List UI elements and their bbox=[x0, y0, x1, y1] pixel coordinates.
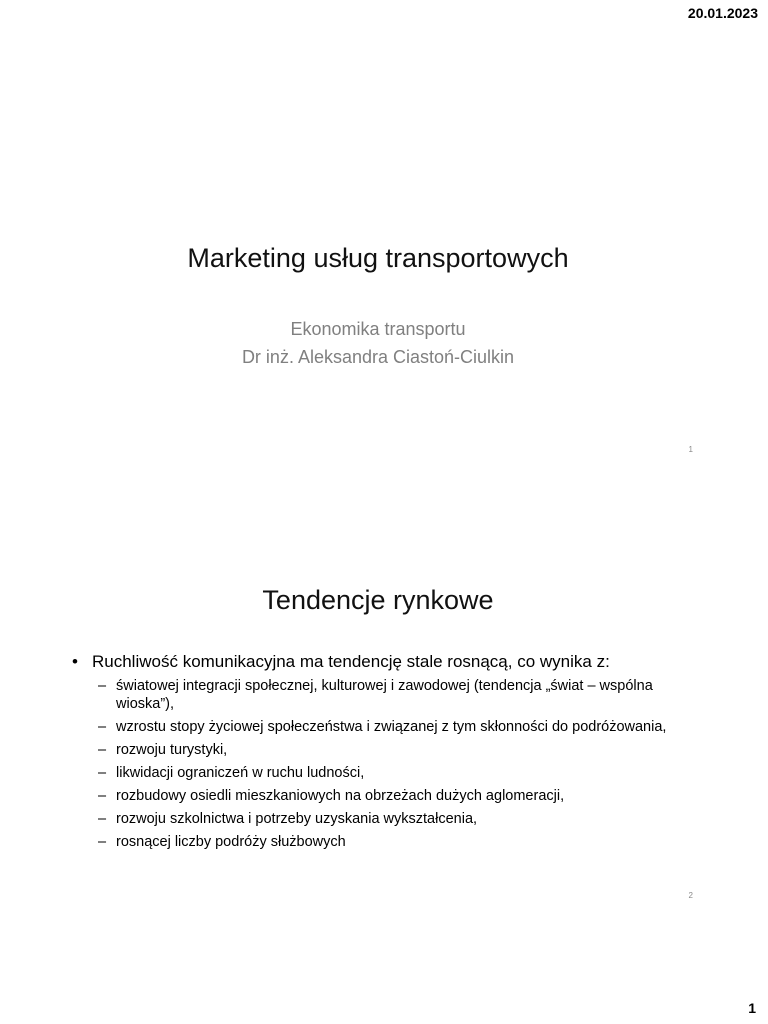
sub-bullet-item: – rozwoju turystyki, bbox=[98, 741, 688, 759]
slide-1-subtitle-author: Dr inż. Aleksandra Ciastoń-Ciulkin bbox=[241, 347, 515, 367]
main-bullet: • Ruchliwość komunikacyjna ma tendencję stale rosnącą, co wynika z: bbox=[70, 651, 688, 673]
sub-bullet-item: – wzrostu stopy życiowej społeczeństwa i związanej z tym skłonności do podróżowania, bbox=[98, 718, 688, 736]
sub-bullet-item: – rozwoju szkolnictwa i potrzeby uzyskania wykształcenia, bbox=[98, 810, 688, 828]
sub-bullet-list bbox=[70, 677, 688, 851]
slide-2-number: 2 bbox=[688, 891, 693, 900]
slide-1-number: 1 bbox=[688, 445, 693, 454]
sub-bullet-item: – likwidacji ograniczeń w ruchu ludności, bbox=[98, 764, 688, 782]
sub-bullet-item: – światowej integracji społecznej, kulturowej i zawodowej (tendencja „świat – wspólna wioska”), bbox=[98, 677, 688, 713]
sub-bullet-item: – rosnącej liczby podróży służbowych bbox=[98, 833, 688, 851]
document-date: 20.01.2023 bbox=[687, 5, 758, 21]
page-number: 1 bbox=[748, 1000, 756, 1016]
slide-1-title: Marketing usług transportowych bbox=[187, 243, 569, 273]
slide-2-bullet-list bbox=[70, 651, 688, 856]
slide-1 bbox=[58, 225, 698, 465]
slide-1-subtitle-course: Ekonomika transportu bbox=[290, 319, 466, 339]
slide-2-title: Tendencje rynkowe bbox=[262, 585, 494, 615]
sub-bullet-item: – rozbudowy osiedli mieszkaniowych na obrzeżach dużych aglomeracji, bbox=[98, 787, 688, 805]
slide-1-subtitles bbox=[58, 315, 698, 371]
slide-2 bbox=[58, 575, 698, 905]
